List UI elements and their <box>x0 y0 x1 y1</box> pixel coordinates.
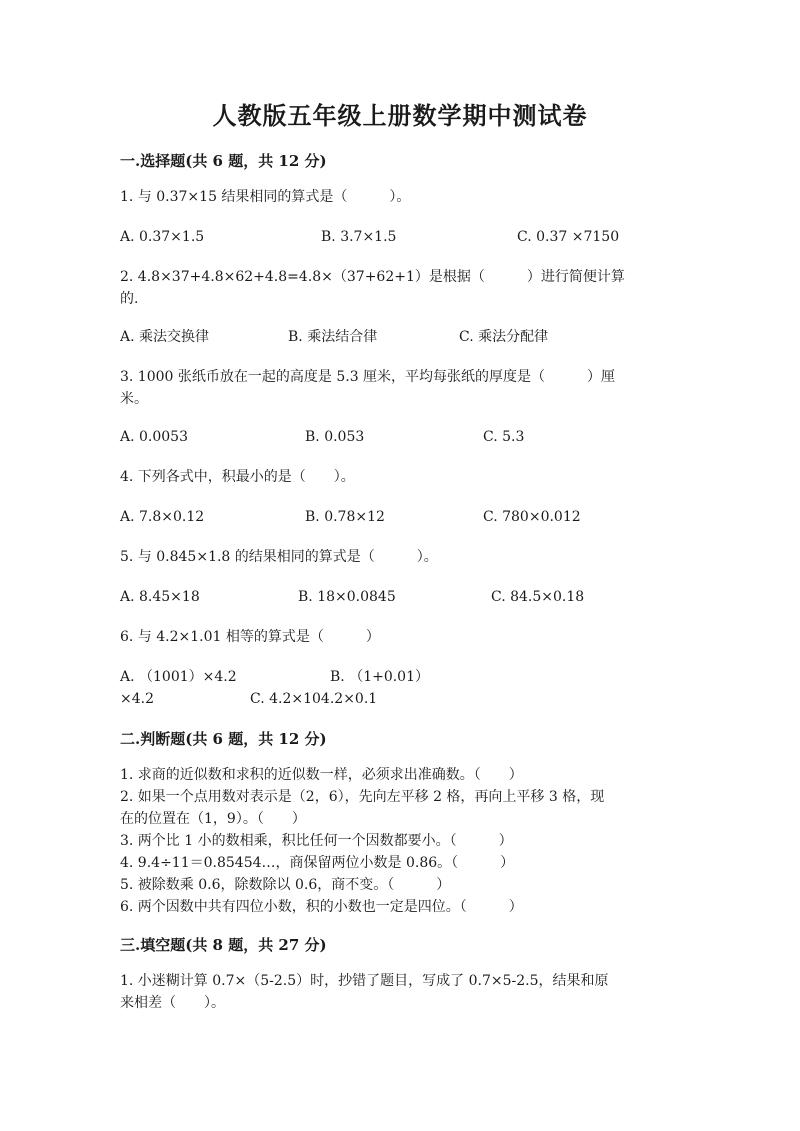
fill-blank-1-line-1: 1. 小迷糊计算 0.7×（5-2.5）时，抄错了题目，写成了 0.7×5-2.5，结果和原 <box>120 973 609 989</box>
q1-option-c: C. 0.37 ×7150 <box>517 229 620 245</box>
question-2-line-1: 2. 4.8×37+4.8×62+4.8=4.8×（37+62+1）是根据（ ）进行简便计算 <box>120 269 625 285</box>
judgment-5: 5. 被除数乘 0.6，除数除以 0.6，商不变。（ ） <box>120 877 451 893</box>
judgment-3: 3. 两个比 1 小的数相乘，积比任何一个因数都要小。（ ） <box>120 833 513 849</box>
q5-option-b: B. 18×0.0845 <box>298 589 396 605</box>
q6-option-c: C. 4.2×104.2×0.1 <box>250 691 378 707</box>
question-5: 5. 与 0.845×1.8 的结果相同的算式是（ ）。 <box>120 549 438 565</box>
fill-blank-1-line-2: 来相差（ ）。 <box>120 995 225 1011</box>
q6-option-b: B. （1+0.01） <box>330 669 429 685</box>
q6-option-b-continued: ×4.2 <box>120 691 154 707</box>
q4-option-b: B. 0.78×12 <box>305 509 385 525</box>
question-3-line-1: 3. 1000 张纸币放在一起的高度是 5.3 厘米，平均每张纸的厚度是（ ）厘 <box>120 369 616 385</box>
q5-option-a: A. 8.45×18 <box>120 589 200 605</box>
page-title: 人教版五年级上册数学期中测试卷 <box>212 101 588 130</box>
q3-option-c: C. 5.3 <box>483 429 525 445</box>
section-heading-fill-blank: 三.填空题(共 8 题，共 27 分) <box>120 936 327 954</box>
question-1: 1. 与 0.37×15 结果相同的算式是（ ）。 <box>120 189 411 205</box>
q3-option-b: B. 0.053 <box>305 429 365 445</box>
question-3-line-2: 米。 <box>120 391 148 407</box>
question-4: 4. 下列各式中，积最小的是（ ）。 <box>120 469 355 485</box>
section-heading-judgment: 二.判断题(共 6 题，共 12 分) <box>120 730 327 748</box>
judgment-1: 1. 求商的近似数和求积的近似数一样，必须求出准确数。（ ） <box>120 767 523 783</box>
q1-option-b: B. 3.7×1.5 <box>321 229 397 245</box>
q4-option-c: C. 780×0.012 <box>483 509 581 525</box>
q5-option-c: C. 84.5×0.18 <box>491 589 585 605</box>
q4-option-a: A. 7.8×0.12 <box>120 509 205 525</box>
judgment-2-line-1: 2. 如果一个点用数对表示是（2，6），先向左平移 2 格，再向上平移 3 格，现 <box>120 789 605 805</box>
q2-option-a: A. 乘法交换律 <box>120 329 210 345</box>
judgment-6: 6. 两个因数中共有四位小数，积的小数也一定是四位。（ ） <box>120 899 523 915</box>
judgment-4: 4. 9.4÷11＝0.85454…，商保留两位小数是 0.86。（ ） <box>120 855 515 871</box>
q2-option-c: C. 乘法分配律 <box>459 329 549 345</box>
q2-option-b: B. 乘法结合律 <box>288 329 378 345</box>
question-2-line-2: 的. <box>120 291 139 307</box>
question-6: 6. 与 4.2×1.01 相等的算式是（ ） <box>120 629 380 645</box>
q6-option-a: A. （1001）×4.2 <box>120 669 237 685</box>
section-heading-choice: 一.选择题(共 6 题，共 12 分) <box>120 152 327 170</box>
judgment-2-line-2: 在的位置在（1，9）。（ ） <box>120 811 306 827</box>
q1-option-a: A. 0.37×1.5 <box>120 229 205 245</box>
q3-option-a: A. 0.0053 <box>120 429 188 445</box>
